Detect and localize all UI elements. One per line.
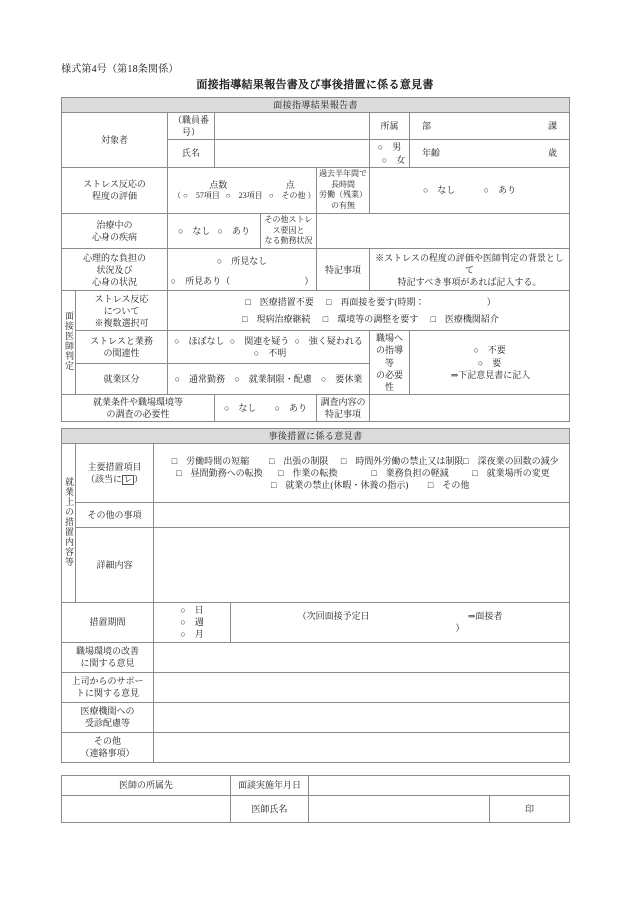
- finding-yes-option[interactable]: [170, 269, 314, 287]
- judgement-side-label-text: 面接医師判定: [64, 311, 74, 372]
- mental-state-label-line2: 状況及び: [96, 264, 133, 275]
- stress-level-label: [62, 167, 168, 213]
- details-label: 詳細内容: [76, 528, 154, 603]
- opinion-side-label: [62, 444, 76, 603]
- mental-state-label-line1: 心理的な負担の: [82, 252, 146, 263]
- survey-remarks-label-line1: 調査内容の: [320, 396, 366, 407]
- workplace-improvement-label: [62, 642, 154, 672]
- work-relation-label: [76, 331, 168, 364]
- interviewer-label: ⇒面接者: [467, 611, 503, 622]
- mental-state-label: [62, 249, 168, 291]
- subject-label: 対象者: [62, 113, 168, 168]
- stress-score-cell[interactable]: [168, 167, 317, 213]
- remarks-label: 特記事項: [317, 249, 370, 291]
- score-unit: 点: [285, 179, 295, 190]
- main-measures-label-post: ）: [134, 474, 144, 485]
- supervisor-support-label-line2: トに関する意見: [75, 688, 139, 699]
- supervisor-support-field[interactable]: [154, 672, 570, 702]
- other-factor-label: [261, 213, 317, 248]
- employee-no-label: （職員番号）: [168, 113, 215, 140]
- score-option-close: ）: [307, 190, 316, 200]
- main-measures-label-line2: [78, 473, 151, 485]
- disease-choices[interactable]: [168, 213, 261, 248]
- disease-label: [62, 213, 168, 248]
- survey-need-yes-option[interactable]: ○ あり: [274, 403, 308, 414]
- measure-item-0[interactable]: □ 労働時間の短縮: [171, 455, 250, 466]
- gender-female-option[interactable]: ○ 女: [381, 154, 406, 165]
- stress-level-label-line2: 程度の評価: [91, 191, 137, 202]
- period-unit-week[interactable]: ○ 週: [180, 617, 204, 628]
- overtime-label-line1: 過去半年間で長時間: [319, 168, 367, 189]
- stress-response-opt2[interactable]: □ 再面接を要す(時期：: [326, 297, 425, 308]
- measure-period-units[interactable]: [154, 603, 231, 642]
- work-relation-label-line1: ストレスと業務: [90, 335, 153, 346]
- gender-choices[interactable]: [370, 140, 410, 167]
- other-contact-label-line2: （連絡事項）: [80, 748, 135, 759]
- other-factor-field[interactable]: [317, 213, 570, 248]
- seal-box: 印: [490, 796, 570, 823]
- measure-item-9[interactable]: □ その他: [427, 480, 470, 491]
- disease-label-line2: 心身の疾病: [91, 232, 137, 243]
- dept-section-header: [410, 113, 570, 140]
- age-unit: 歳: [548, 148, 558, 159]
- work-category-label: 就業区分: [76, 363, 168, 394]
- measure-item-6[interactable]: □ 業務負担の軽減: [371, 468, 449, 479]
- remarks-note-line2: 特記すべき事項があれば記入する。: [397, 276, 542, 287]
- document-title: 面接指導結果報告書及び事後措置に係る意見書: [196, 79, 434, 91]
- opinion-side-label-text: 就業上の措置内容等: [64, 476, 74, 567]
- workplace-improvement-label-line2: に関する意見: [80, 658, 135, 669]
- opinion-band-title: 事後措置に係る意見書: [62, 429, 570, 444]
- doctor-name-field[interactable]: [309, 796, 490, 823]
- affiliation-label: 所属: [370, 113, 410, 140]
- disease-label-line1: 治療中の: [96, 219, 133, 230]
- checkmark-icon: レ: [124, 475, 132, 485]
- interview-date-field[interactable]: [309, 776, 570, 796]
- period-unit-month[interactable]: ○ 月: [180, 629, 204, 640]
- form-number: 様式第4号（第18条関係）: [61, 64, 179, 75]
- main-measures-label-pre: （該当に: [85, 474, 122, 485]
- overtime-choices[interactable]: [370, 167, 570, 213]
- work-category-opt3[interactable]: ○ 要休業: [320, 373, 363, 384]
- name-field[interactable]: [215, 140, 370, 167]
- survey-remarks-label-line2: 特記事項: [324, 409, 361, 420]
- measure-item-8[interactable]: □ 就業の禁止(休暇・休養の指示): [270, 480, 409, 491]
- workplace-improvement-field[interactable]: [154, 642, 570, 672]
- doctor-affiliation-field[interactable]: [62, 796, 231, 823]
- dept-label: 部: [422, 121, 432, 132]
- other-items-label: その他の事項: [76, 503, 154, 528]
- other-contact-label-line1: その他: [93, 735, 121, 746]
- measure-item-4[interactable]: □ 昼間勤務への転換: [176, 468, 263, 479]
- workplace-improvement-label-line1: 職場環境の改善: [75, 645, 139, 656]
- workplace-guidance-choices[interactable]: [410, 331, 570, 395]
- guidance-note: ⇒下記意見書に記入: [450, 369, 531, 380]
- survey-need-choices[interactable]: [215, 394, 317, 421]
- main-measures-label-line1: 主要措置項目: [87, 462, 142, 472]
- mental-state-label-line3: 心身の状況: [91, 276, 137, 287]
- section-label: 課: [548, 121, 558, 132]
- judgement-side-label: [62, 291, 76, 395]
- stress-response-label: [76, 291, 168, 331]
- score-option-other[interactable]: ○ その他: [268, 190, 306, 200]
- survey-need-label: [62, 394, 215, 421]
- stress-response-opt3[interactable]: □ 現病治療継続: [242, 314, 311, 325]
- overtime-label-line2: 労働（残業）の有無: [319, 190, 367, 211]
- interview-report-table: [61, 97, 570, 422]
- supervisor-support-label-line1: 上司からのサポー: [71, 675, 144, 686]
- work-relation-choices[interactable]: [168, 331, 370, 364]
- measure-item-7[interactable]: □ 就業場所の変更: [472, 468, 550, 479]
- finding-none-option[interactable]: ○ 所見なし: [216, 255, 268, 266]
- post-measure-opinion-table: [61, 428, 570, 763]
- overtime-yes-option[interactable]: ○ あり: [483, 185, 517, 196]
- measure-period-label: 措置期間: [62, 603, 154, 642]
- main-measures-checklist[interactable]: [154, 444, 570, 503]
- next-interview-close: ）: [455, 623, 465, 634]
- work-category-choices[interactable]: [168, 363, 370, 394]
- details-field[interactable]: [154, 528, 570, 603]
- workplace-guidance-label-line2: の必要性: [375, 369, 403, 392]
- measure-item-2[interactable]: □ 時間外労働の禁止又は制限: [340, 455, 464, 466]
- signature-table: [61, 775, 570, 823]
- work-relation-label-line2: の関連性: [103, 348, 140, 359]
- stress-response-label-line3: ※複数選択可: [94, 317, 149, 328]
- other-items-field[interactable]: [154, 503, 570, 528]
- survey-remarks-label: [317, 394, 370, 421]
- measure-item-3[interactable]: □ 深夜業の回数の減少: [463, 455, 559, 466]
- workplace-guidance-label-line1: 職場への指導等: [375, 333, 403, 368]
- workplace-guidance-label: [370, 331, 410, 395]
- medical-referral-label-line1: 医療機関への: [80, 705, 135, 716]
- score-option-open: （: [173, 190, 181, 200]
- measure-row-2: [156, 467, 567, 479]
- stress-response-label-line1: ストレス反応: [94, 293, 149, 304]
- work-category-opt1[interactable]: ○ 通常勤務: [174, 373, 226, 384]
- gender-male-option[interactable]: ○ 男: [377, 142, 402, 153]
- disease-none-option[interactable]: ○ なし: [177, 226, 211, 237]
- interview-date-label: 面談実施年月日: [231, 776, 309, 796]
- supervisor-support-label: [62, 672, 154, 702]
- disease-yes-option[interactable]: ○ あり: [217, 226, 251, 237]
- age-label: 年齢: [422, 148, 441, 159]
- medical-referral-label-line2: 受診配慮等: [84, 718, 130, 729]
- doctor-name-label: 医師氏名: [231, 796, 309, 823]
- guidance-not-needed-option[interactable]: ○ 不要: [473, 345, 506, 356]
- name-label: 氏名: [168, 140, 215, 167]
- doctor-affiliation-label: 医師の所属先: [62, 776, 231, 796]
- stress-response-choices[interactable]: [168, 291, 570, 331]
- overtime-label: [317, 167, 370, 213]
- measure-row-1: [156, 455, 567, 467]
- medical-referral-field[interactable]: [154, 702, 570, 732]
- finding-yes-close: ）: [304, 275, 314, 286]
- medical-referral-label: [62, 702, 154, 732]
- other-factor-label-line2: なる勤務状況: [264, 236, 313, 246]
- measure-row-3: [156, 479, 567, 491]
- stress-response-opt4[interactable]: □ 環境等の調整を要す: [322, 314, 419, 325]
- employee-no-field[interactable]: [215, 113, 370, 140]
- remarks-note-line1: ※ストレスの程度の評価や医師判定の背景として: [375, 252, 564, 275]
- survey-need-label-line1: 就業条件や職場環境等: [92, 396, 183, 407]
- other-contact-field[interactable]: [154, 732, 570, 762]
- main-measures-label: [76, 444, 154, 503]
- remarks-note: [370, 249, 570, 291]
- next-interview-field[interactable]: [231, 603, 570, 642]
- stress-response-opt1[interactable]: □ 医療措置不要: [245, 297, 314, 308]
- survey-remarks-field[interactable]: [370, 394, 570, 421]
- stress-response-opt2-close: ）: [486, 297, 496, 308]
- other-factor-label-line1: その他ストレス要因と: [264, 214, 313, 235]
- work-relation-opt3[interactable]: ○ 強く疑われる: [294, 335, 363, 346]
- survey-need-none-option[interactable]: ○ なし: [223, 403, 257, 414]
- age-field[interactable]: [410, 140, 570, 167]
- measure-item-5[interactable]: □ 作業の転換: [277, 468, 338, 479]
- work-relation-opt1[interactable]: ○ ほぼなし: [174, 335, 225, 346]
- survey-need-label-line2: の調査の必要性: [106, 409, 170, 420]
- guidance-needed-option[interactable]: ○ 要: [477, 357, 502, 368]
- period-unit-day[interactable]: ○ 日: [180, 605, 204, 616]
- report-band-title: 面接指導結果報告書: [62, 98, 570, 113]
- mental-state-choices[interactable]: [168, 249, 317, 291]
- next-interview-label: （次回面接予定日: [297, 611, 370, 622]
- work-relation-opt4[interactable]: ○ 不明: [253, 348, 287, 359]
- score-option-23[interactable]: ○ 23項目: [225, 190, 263, 200]
- other-contact-label: [62, 732, 154, 762]
- measure-item-1[interactable]: □ 出張の制限: [268, 455, 329, 466]
- stress-response-label-line2: について: [103, 305, 140, 316]
- finding-yes-text: ○ 所見あり（: [170, 275, 231, 286]
- work-relation-opt2[interactable]: ○ 関連を疑う: [229, 335, 290, 346]
- score-label: 点数: [209, 179, 228, 190]
- overtime-none-option[interactable]: ○ なし: [422, 185, 456, 196]
- score-option-57[interactable]: ○ 57項目: [183, 190, 220, 200]
- stress-response-opt5[interactable]: □ 医療機関紹介: [430, 314, 499, 325]
- work-category-opt2[interactable]: ○ 就業制限・配慮: [234, 373, 312, 384]
- stress-level-label-line1: ストレス反応の: [83, 179, 146, 190]
